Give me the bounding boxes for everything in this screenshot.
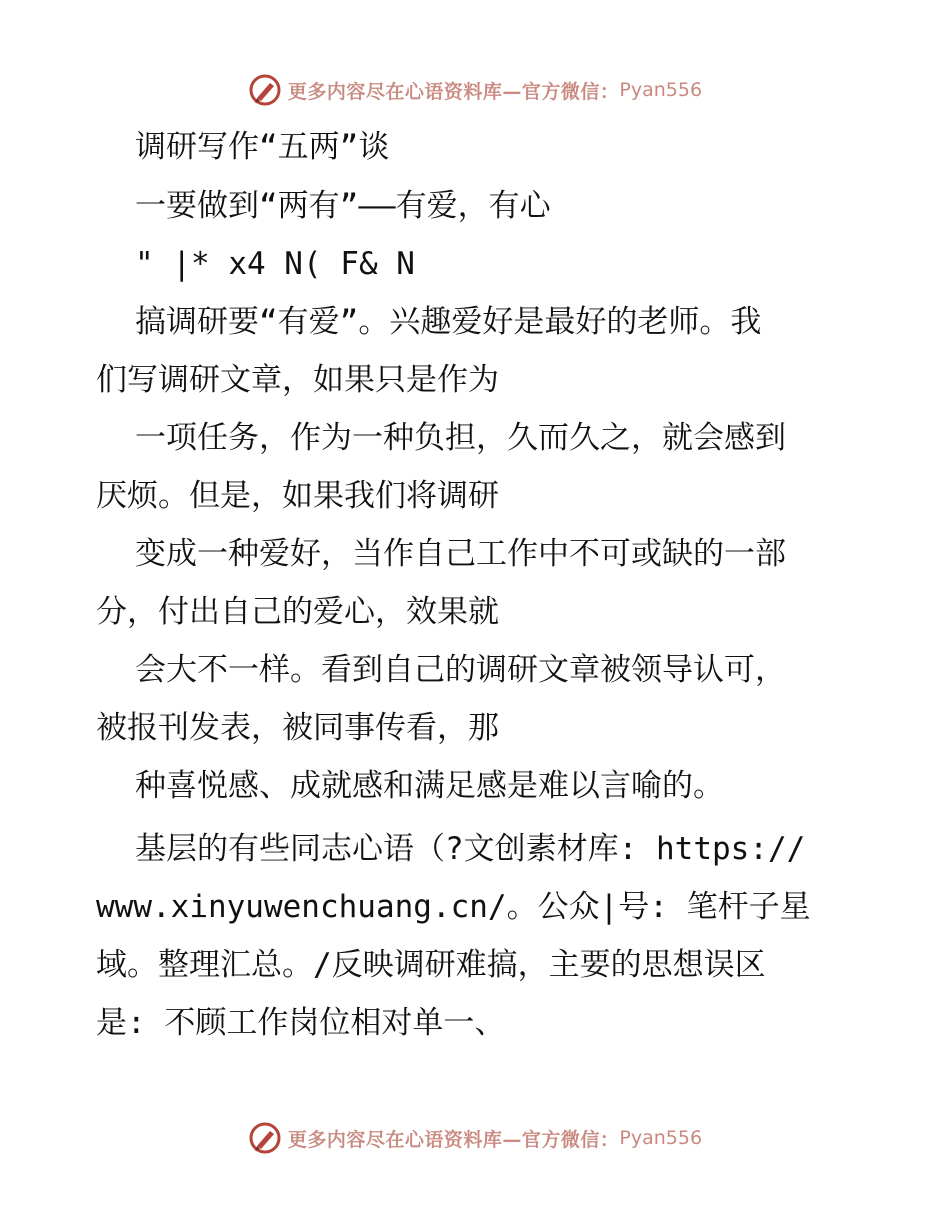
pen-logo-icon (248, 1121, 282, 1155)
paragraph-line: 搞调研要“有爱”。兴趣爱好是最好的老师。我 (135, 304, 762, 340)
paragraph-line: 一项任务，作为一种负担，久而久之，就会感到 (135, 420, 786, 456)
paragraph-line: 种喜悦感、成就感和满足感是难以言喻的。 (135, 768, 724, 804)
banner-handle: Pyan556 (619, 1127, 703, 1149)
paragraph-line: 被报刊发表，被同事传看，那 (96, 710, 499, 746)
paragraph-line: 会大不一样。看到自己的调研文章被领导认可， (135, 652, 786, 688)
paragraph-line: 分，付出自己的爱心，效果就 (96, 594, 499, 630)
header-watermark-banner (0, 70, 950, 110)
paragraph-line: 是: 不顾工作岗位相对单一、 (96, 1005, 506, 1041)
paragraph-line: 域。整理汇总。/反映调研难搞，主要的思想误区 (96, 947, 766, 983)
document-title: 调研写作“五两”谈 (135, 129, 390, 165)
paragraph-line: 基层的有些同志心语（?文创素材库: https:// (135, 831, 806, 867)
paragraph-line: 厌烦。但是，如果我们将调研 (96, 478, 499, 514)
paragraph-line: 们写调研文章，如果只是作为 (96, 362, 499, 398)
pen-logo-icon (248, 73, 282, 107)
banner-text: 更多内容尽在心语资料库—官方微信： (287, 1128, 620, 1151)
footer-watermark-banner (0, 1118, 950, 1158)
section-heading: 一要做到“两有”——有爱，有心 (135, 188, 551, 224)
noise-line: " |* x4 N( F& N (135, 246, 415, 282)
paragraph-line: www.xinyuwenchuang.cn/。公众|号: 笔杆子星 (96, 889, 811, 925)
banner-handle: Pyan556 (619, 79, 703, 101)
banner-text: 更多内容尽在心语资料库—官方微信： (287, 80, 620, 103)
paragraph-line: 变成一种爱好，当作自己工作中不可或缺的一部 (135, 536, 786, 572)
